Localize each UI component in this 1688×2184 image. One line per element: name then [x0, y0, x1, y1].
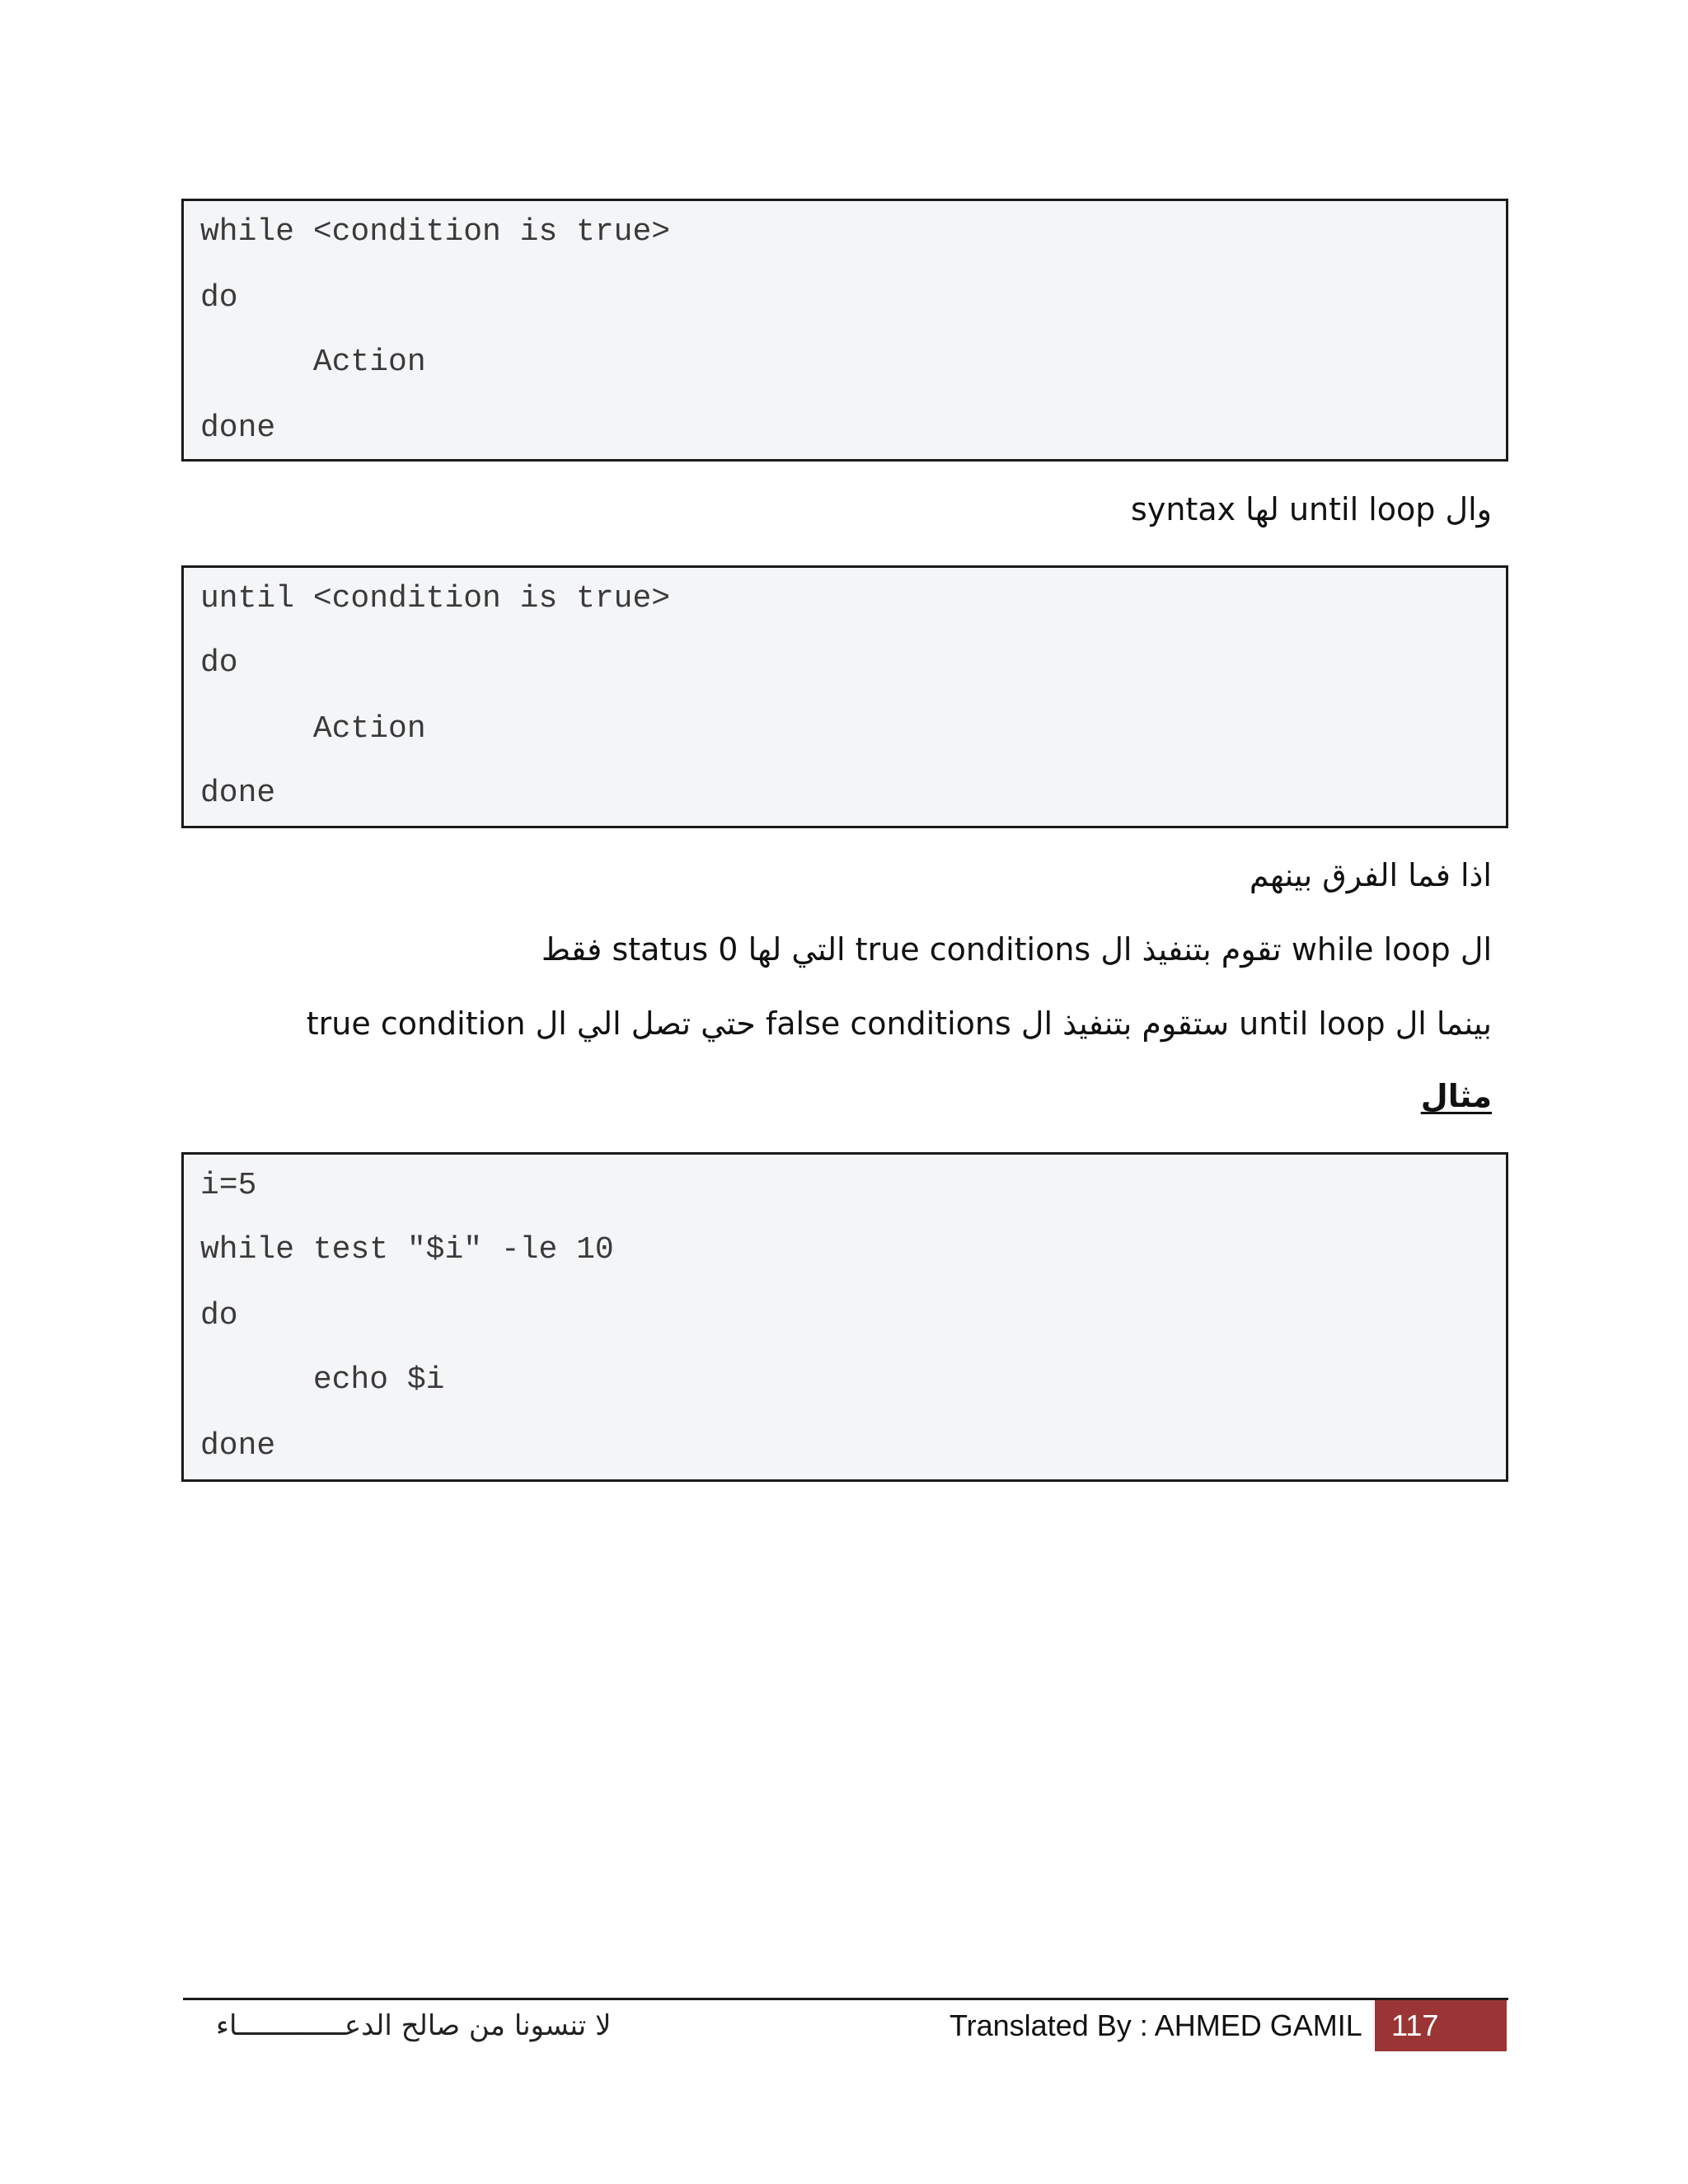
code-line: while test "$i" -le 10: [200, 1232, 614, 1268]
code-block-while-syntax: [181, 199, 1508, 462]
code-line: Action: [200, 344, 426, 380]
code-line: do: [200, 1298, 238, 1333]
code-line: while <condition is true>: [200, 214, 671, 250]
code-line: i=5: [200, 1168, 257, 1203]
code-line: echo $i: [200, 1362, 445, 1398]
footer-divider: [183, 1998, 1508, 2000]
code-line: do: [200, 645, 238, 681]
footer-credit: Translated By : AHMED GAMIL: [950, 2008, 1362, 2042]
code-block-example: [181, 1152, 1508, 1482]
code-line: done: [200, 410, 276, 446]
until-syntax-text: وال until loop لها syntax: [1131, 491, 1492, 527]
code-line: done: [200, 776, 276, 811]
page-number-badge: 117: [1375, 2000, 1507, 2051]
code-line: Action: [200, 711, 426, 747]
difference-question-text: اذا فما الفرق بينهم: [1249, 857, 1492, 893]
code-block-until-syntax: [181, 565, 1508, 828]
code-line: do: [200, 280, 238, 316]
footer-dua-text: لا تنسونا من صالح الدعـــــــــــــاء: [216, 2009, 612, 2042]
example-heading: مثال: [1420, 1078, 1492, 1114]
until-explanation-text: بينما ال until loop ستقوم بتنفيذ ال false conditions حتي تصل الي ال true condition: [306, 1005, 1492, 1042]
code-line: done: [200, 1428, 276, 1464]
code-line: until <condition is true>: [200, 581, 671, 616]
while-explanation-text: ال while loop تقوم بتنفيذ ال true conditions التي لها 0 status فقط: [541, 931, 1492, 968]
